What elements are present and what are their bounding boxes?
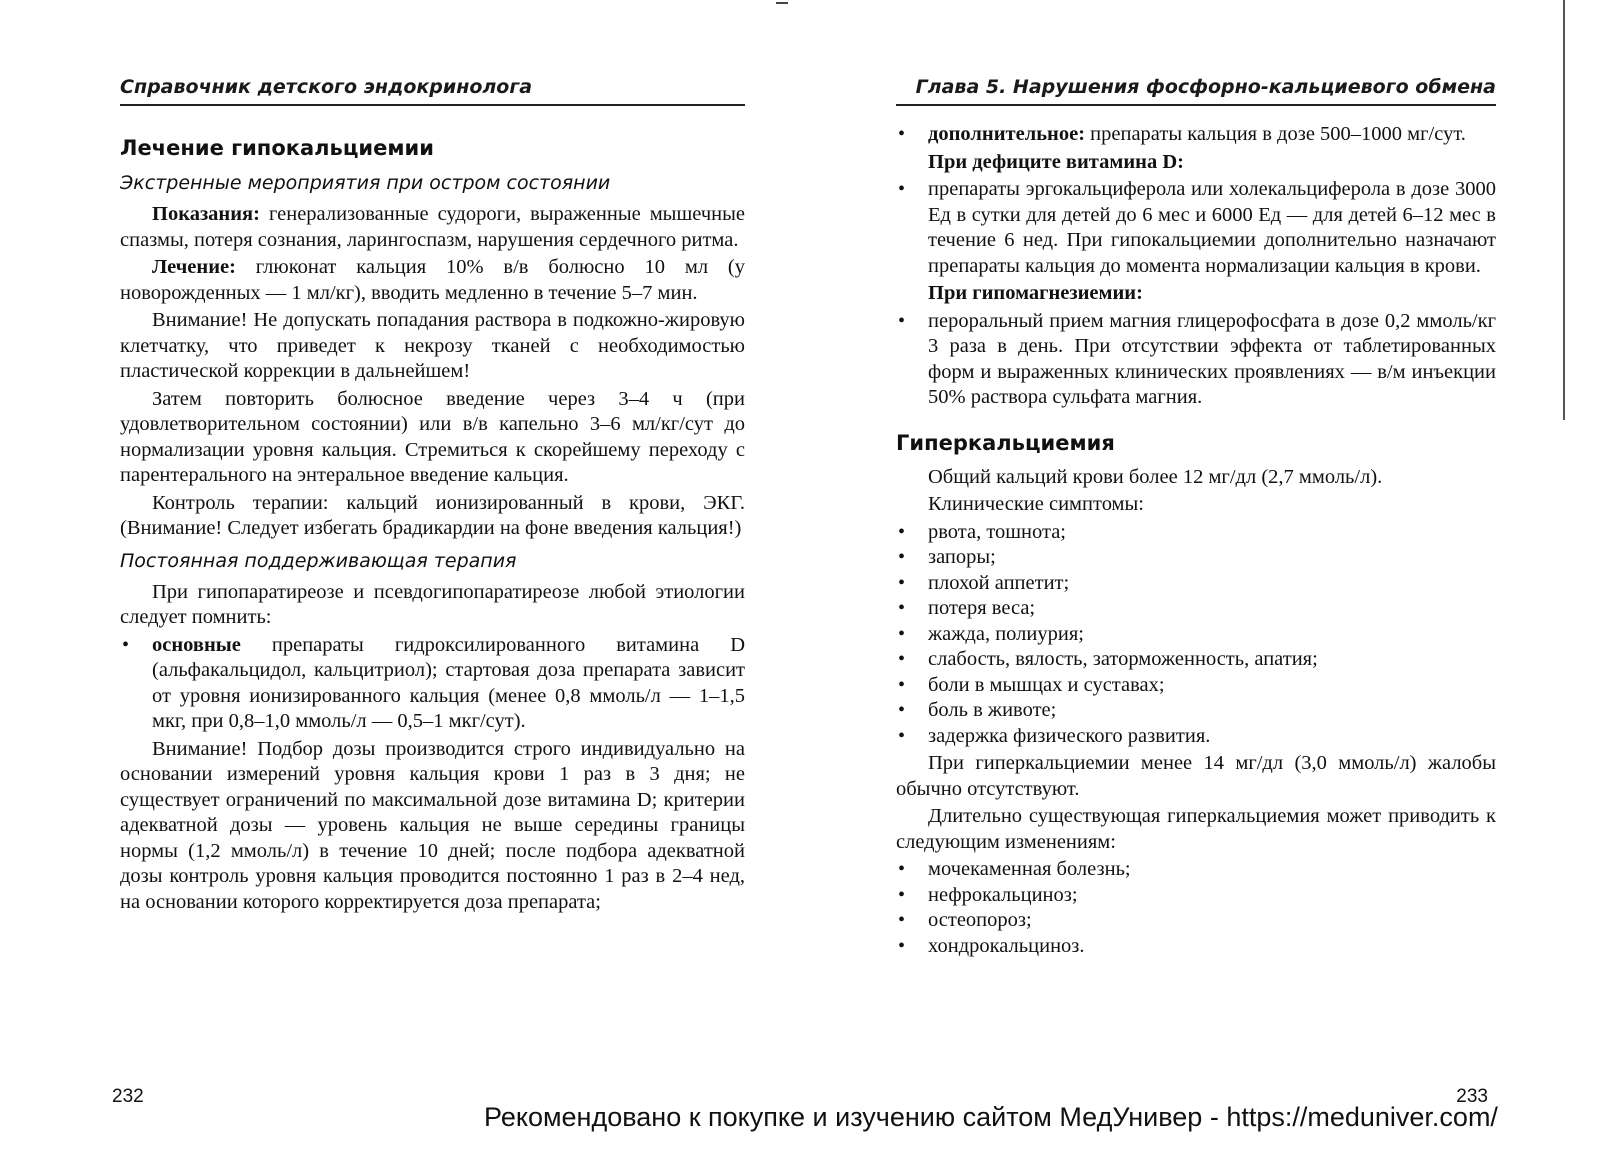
section-heading-hypercalcemia: Гиперкальциемия bbox=[896, 430, 1115, 455]
list-item-change bbox=[896, 857, 1496, 883]
list-item-symptom bbox=[896, 545, 1496, 571]
bullet-icon: • bbox=[898, 673, 906, 696]
paragraph-repeat-bolus: Затем повторить болюсное введение через 3–4 ч (при удовлетворительном состоянии) или в/в капельно 3–6 мл/кг/сут до нормализации уровня кальция. Стремиться к скорейшему переходу с парентерального на энтеральное введение кальция. bbox=[120, 387, 745, 486]
subhead-vitamin-d: При дефиците витамина D: bbox=[928, 150, 1184, 173]
bullet-icon: • bbox=[898, 934, 906, 957]
symptom-text: жажда, полиурия; bbox=[928, 622, 1084, 645]
treatment-text: глюконат кальция 10% в/в болюсно 10 мл (у новорожденных — 1 мл/кг), вводить медленно в течение 5–7 мин. bbox=[120, 256, 745, 304]
left-content bbox=[120, 128, 745, 917]
list-item-change bbox=[896, 883, 1496, 909]
bullet-icon: • bbox=[898, 724, 906, 747]
paragraph-total-calcium: Общий кальций крови более 12 мг/дл (2,7 ммоль/л). bbox=[928, 465, 1383, 488]
paragraph-hypoparathyroidism: При гипопаратиреозе и псевдогипопаратиреозе любой этиологии следует помнить: bbox=[120, 580, 745, 628]
symptom-text: боли в мышцах и суставах; bbox=[928, 673, 1165, 696]
vitamin-d-text: препараты эргокальциферола или холекальциферола в дозе 3000 Ед в сутки для детей до 6 мес и 6000 Ед — для детей 6–12 мес в течение 6 нед. При гипокальциемии дополнительно назначают препараты кальция до момента нормализации кальция в крови. bbox=[928, 178, 1496, 277]
footer-recommendation-banner: Рекомендовано к покупке и изучению сайтом МедУнивер - https://meduniver.com/ bbox=[484, 1102, 1498, 1132]
change-text: хондрокальциноз. bbox=[928, 934, 1085, 957]
changes-list bbox=[896, 857, 1496, 959]
spine-mark bbox=[776, 2, 788, 4]
subhead-hypomagnesemia: При гипомагнезиемии: bbox=[928, 282, 1143, 304]
bullet-icon: • bbox=[898, 883, 906, 906]
bullet-icon: • bbox=[898, 546, 906, 568]
right-content bbox=[896, 122, 1496, 961]
bullet-icon: • bbox=[898, 178, 906, 200]
header-rule-right bbox=[896, 104, 1496, 106]
list-item-symptom bbox=[896, 622, 1496, 648]
bullet-icon: • bbox=[898, 858, 906, 880]
maintenance-list bbox=[120, 633, 745, 735]
paragraph-therapy-control: Контроль терапии: кальций ионизированный в крови, ЭКГ. (Внимание! Следует избегать брадикардии на фоне введения кальция!) bbox=[120, 491, 745, 539]
symptoms-list bbox=[896, 520, 1496, 750]
magnesium-list bbox=[896, 309, 1496, 411]
additional-text: препараты кальция в дозе 500–1000 мг/сут. bbox=[1085, 123, 1466, 145]
list-item-change bbox=[896, 934, 1496, 960]
symptom-text: рвота, тошнота; bbox=[928, 520, 1067, 543]
running-head-left: Справочник детского эндокринолога bbox=[120, 76, 533, 98]
symptom-text: задержка физического развития. bbox=[928, 724, 1211, 747]
list-item-change bbox=[896, 908, 1496, 934]
list-item-symptom bbox=[896, 571, 1496, 597]
bullet-icon: • bbox=[898, 309, 906, 332]
label-treatment: Лечение: bbox=[152, 256, 236, 278]
paragraph-treatment bbox=[120, 255, 745, 306]
paragraph-warning-infusion: Внимание! Не допускать попадания раствора в подкожно-жировую клетчатку, что приведет к некрозу тканей с необходимостью пластической коррекции в дальнейшем! bbox=[120, 309, 745, 382]
list-item-symptom bbox=[896, 596, 1496, 622]
vitamin-d-list bbox=[896, 177, 1496, 279]
bullet-icon: • bbox=[898, 909, 906, 931]
list-item-symptom bbox=[896, 698, 1496, 724]
bullet-icon: • bbox=[898, 622, 906, 645]
change-text: остеопороз; bbox=[928, 909, 1032, 931]
paragraph-mild-hypercalcemia: При гиперкальциемии менее 14 мг/дл (3,0 ммоль/л) жалобы обычно отсутствуют. bbox=[896, 752, 1496, 800]
bullet-icon: • bbox=[898, 648, 906, 670]
section-heading-hypocalcemia-treatment: Лечение гипокальциемии bbox=[120, 136, 434, 160]
list-item-additional bbox=[896, 122, 1496, 148]
list-item-symptom bbox=[896, 724, 1496, 750]
label-additional: дополнительное: bbox=[928, 123, 1086, 145]
bullet-icon: • bbox=[898, 123, 906, 145]
additional-list bbox=[896, 122, 1496, 148]
bullet-icon: • bbox=[898, 597, 906, 619]
subheading-emergency: Экстренные мероприятия при остром состоянии bbox=[120, 172, 611, 194]
list-item-magnesium bbox=[896, 309, 1496, 411]
list-item-symptom bbox=[896, 520, 1496, 546]
running-head-right: Глава 5. Нарушения фосфорно-кальциевого обмена bbox=[915, 76, 1496, 98]
symptom-text: боль в животе; bbox=[928, 699, 1057, 721]
scan-edge-line bbox=[1563, 0, 1565, 420]
label-main-drugs: основные bbox=[152, 633, 241, 656]
indications-text: генерализованные судороги, выраженные мышечные спазмы, потеря сознания, ларингоспазм, нарушения сердечного ритма. bbox=[120, 203, 745, 251]
label-indications: Показания: bbox=[152, 203, 260, 225]
symptom-text: слабость, вялость, заторможенность, апатия; bbox=[928, 648, 1318, 670]
paragraph-long-hypercalcemia: Длительно существующая гиперкальциемия может приводить к следующим изменениям: bbox=[896, 805, 1496, 853]
main-drugs-text: препараты гидроксилированного витамина D (альфакальцидол, кальцитриол); стартовая доза препарата зависит от уровня ионизированного кальция (менее 0,8 ммоль/л — 1–1,5 мкг, при 0,8–1,0 ммоль/л — 0,5–1 мкг/сут). bbox=[152, 633, 745, 732]
list-item-symptom bbox=[896, 647, 1496, 673]
magnesium-text: пероральный прием магния глицерофосфата в дозе 0,2 ммоль/кг 3 раза в день. При отсутствии эффекта от таблетированных форм и выраженных клинических проявлениях — в/м инъекции 50% раствора сульфата магния. bbox=[928, 309, 1496, 408]
subheading-maintenance: Постоянная поддерживающая терапия bbox=[120, 549, 517, 572]
header-rule-left bbox=[120, 104, 745, 106]
bullet-icon: • bbox=[898, 520, 906, 543]
list-item-main-drugs bbox=[120, 633, 745, 735]
list-item-vitamin-d bbox=[896, 177, 1496, 279]
paragraph-indications bbox=[120, 202, 745, 253]
page-number-left: 232 bbox=[112, 1086, 144, 1107]
page-number-right: 233 bbox=[1456, 1086, 1488, 1107]
symptom-text: потеря веса; bbox=[928, 597, 1036, 619]
symptom-text: запоры; bbox=[928, 546, 996, 568]
bullet-icon: • bbox=[898, 699, 906, 721]
symptom-text: плохой аппетит; bbox=[928, 571, 1070, 594]
bullet-icon: • bbox=[122, 633, 130, 656]
change-text: мочекаменная болезнь; bbox=[928, 858, 1131, 880]
paragraph-clinical-symptoms: Клинические симптомы: bbox=[928, 493, 1144, 515]
bullet-icon: • bbox=[898, 571, 906, 594]
change-text: нефрокальциноз; bbox=[928, 883, 1078, 906]
list-item-symptom bbox=[896, 673, 1496, 699]
paragraph-dose-selection: Внимание! Подбор дозы производится строго индивидуально на основании измерений уровня кальция крови 1 раз в 3 дня; не существует ограничений по максимальной дозе витамина D; критерии адекватной дозы — уровень кальция не выше середины границы нормы (1,2 ммоль/л) в течение 10 дней; после подбора адекватной дозы контроль уровня кальция проводится постоянно 1 раз в 2–4 нед, на основании которого корректируется доза препарата; bbox=[120, 737, 745, 913]
